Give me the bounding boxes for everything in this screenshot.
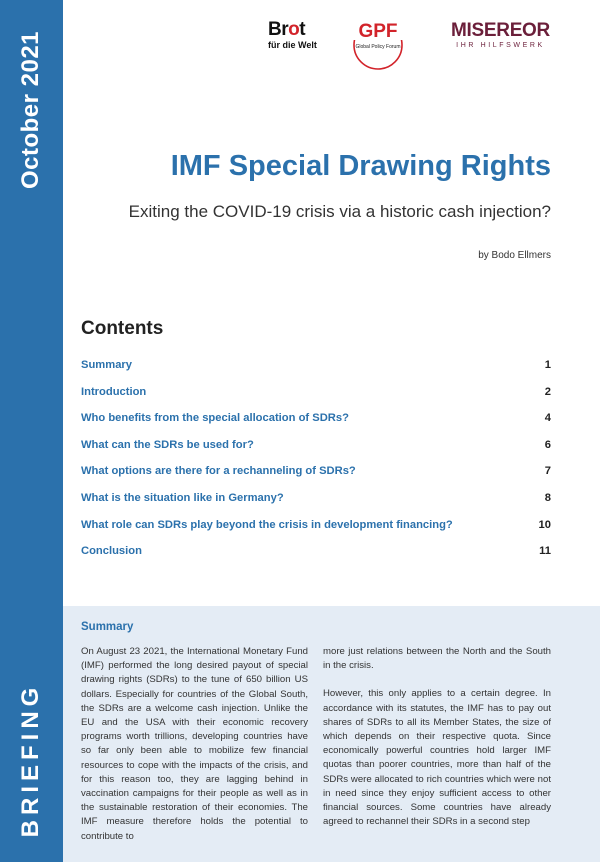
toc-item-page: 6 [544,438,551,451]
misereor-logo-wordmark: MISEREOR [451,20,550,41]
toc-item-page: 7 [544,465,551,478]
toc-item-label[interactable]: What can the SDRs be used for? [81,438,254,451]
toc-item[interactable] [81,359,551,386]
toc-item-label[interactable]: Who benefits from the special allocation of SDRs? [81,412,349,425]
toc-item[interactable] [81,545,551,572]
brot-fuer-die-welt-logo [268,20,328,54]
brot-logo-subline: für die Welt [268,40,317,50]
svg-text:Global Policy Forum: Global Policy Forum [355,44,401,50]
table-of-contents [81,359,551,572]
toc-item-label[interactable]: Conclusion [81,545,142,558]
summary-paragraph: On August 23 2021, the International Monetary Fund (IMF) performed the long desired payout of special drawing rights (SDRs) to the tune of 650 billion US dollars. Especially for countries of the Global South, the SDRs are a welcome cash injection. Unlike the EU and the USA with their economic recovery programs worth trillions, developing countries have so far only been able to mobilize few financial resources to cope with the impacts of the crisis, and for this reason too, they are lagging behind in vaccination campaigns for their people as well as in the sustainable restoration of their economies. The IMF measure therefore holds the potential to contribute to [81,646,308,842]
toc-item-label[interactable]: What is the situation like in Germany? [81,491,284,504]
toc-item-page: 8 [544,491,551,504]
toc-item-page: 2 [544,385,551,398]
toc-item-label[interactable]: What options are there for a rechanneling of SDRs? [81,465,356,478]
toc-item-label[interactable]: What role can SDRs play beyond the crisis in development financing? [81,518,453,531]
svg-text:GPF: GPF [358,21,398,42]
toc-item-label[interactable]: Summary [81,359,132,371]
contents-heading: Contents [81,318,164,339]
misereor-logo-tagline: IHR HILFSWERK [456,42,545,49]
toc-item-page: 1 [544,359,551,371]
toc-item-label[interactable]: Introduction [81,385,147,398]
toc-item-page: 10 [538,518,551,531]
misereor-logo [443,20,558,56]
document-subtitle: Exiting the COVID-19 crisis via a historic cash injection? [128,202,551,221]
toc-item-page: 11 [539,545,551,558]
toc-item-page: 4 [544,412,551,425]
summary-column-right [323,645,551,862]
sidebar-date: October 2021 [17,30,44,190]
toc-item[interactable] [81,465,551,492]
author-byline: by Bodo Ellmers [478,250,551,261]
toc-item[interactable] [81,519,551,546]
toc-item[interactable] [81,439,551,466]
gpf-logo [349,17,407,71]
summary-paragraph: more just relations between the North and the South in the crisis. [323,646,551,672]
toc-item[interactable] [81,386,551,413]
brot-logo-wordmark: Brot [268,19,306,40]
sidebar [0,0,63,862]
toc-item[interactable] [81,492,551,519]
summary-paragraph: However, this only applies to a certain degree. In accordance with its statutes, the IMF has to pay out shares of SDRs to all its Member States, the size of which depends on their respective quota. Since economically powerful countries hold larger IMF quotas than poorer countries, more than half of the SDRs were allocated to rich countries which were not in need since they enjoy sufficient access to other financial sources. Some countries have already agreed to rechannel their SDRs in a second step [323,688,551,828]
summary-heading: Summary [81,621,134,633]
summary-column-left [81,645,308,862]
document-title: IMF Special Drawing Rights [170,150,551,182]
sidebar-document-type: BRIEFING [17,682,44,838]
toc-item[interactable] [81,412,551,439]
